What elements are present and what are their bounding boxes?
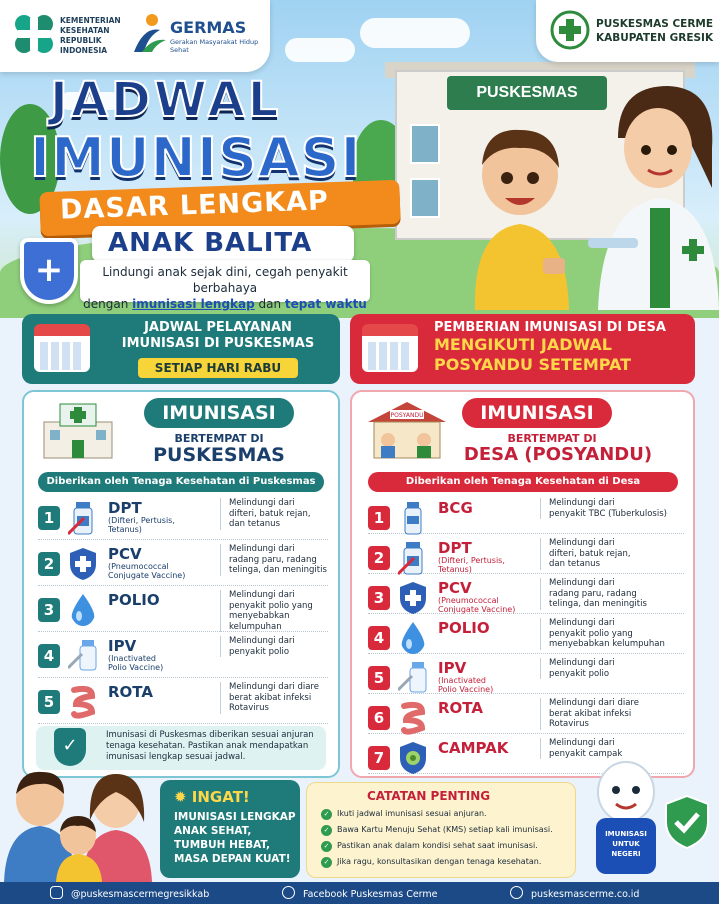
vaccine-name: POLIO — [108, 591, 160, 609]
puskesmas-note: Imunisasi di Puskesmas diberikan sesuai anjuran tenaga kesehatan. Pastikan anak mendapatkan imunisasi lengkap sesuai jadwal. — [36, 726, 326, 770]
vaccine-row — [38, 588, 328, 632]
germas-subtitle: Gerakan Masyarakat Hidup Sehat — [170, 38, 259, 54]
vaccine-name: PCV — [438, 579, 472, 597]
instagram-icon — [50, 886, 63, 899]
vaccine-description: Melindungi dari penyakit polio — [220, 636, 328, 657]
svg-text:POSYANDU: POSYANDU — [390, 412, 424, 419]
panel-left-location: PUSKESMAS — [153, 444, 285, 466]
vaccine-name: BCG — [438, 499, 473, 517]
schedule-right-line-2: MENGIKUTI JADWAL — [434, 335, 612, 354]
shield-check-icon — [664, 794, 710, 850]
panel-right-sub: BERTEMPAT DI — [507, 432, 597, 445]
vaccine-row — [38, 680, 328, 724]
vaccine-description: Melindungi dari penyakit polio yang menyebabkan kelumpuhan — [540, 618, 684, 650]
panel-right-band: Diberikan oleh Tenaga Kesehatan di Desa — [368, 472, 678, 492]
pill-imunisasi-left: IMUNISASI — [144, 398, 294, 428]
vaccine-fullname: (Pneumococcal Conjugate Vaccine) — [438, 596, 516, 614]
svg-text:UNTUK: UNTUK — [612, 840, 640, 848]
building-window — [410, 178, 440, 218]
cloud — [360, 18, 470, 48]
vaccine-name: POLIO — [438, 619, 490, 637]
intestine-icon — [68, 684, 98, 720]
vaccine-description: Melindungi dari diare berat akibat infeksi Rotavirus — [540, 698, 684, 730]
footer — [0, 882, 719, 904]
vaccine-row — [38, 496, 328, 540]
catatan-item: ✓ Jika ragu, konsultasikan dengan tenaga kesehatan. — [321, 857, 541, 867]
footer-instagram[interactable]: @puskesmascermegresikkab — [50, 886, 209, 900]
schedule-left-line-1: JADWAL PELAYANAN — [144, 320, 292, 335]
title-line-1: JADWAL — [50, 72, 282, 128]
vaccine-description: Melindungi dari radang paru, radang telinga, dan meningitis — [540, 578, 684, 610]
vaccine-description: Melindungi dari radang paru, radang telinga, dan meningitis — [220, 544, 328, 576]
panel-right-location: DESA (POSYANDU) — [463, 444, 653, 465]
shield-check-icon: ✓ — [54, 728, 86, 766]
tagline-line-2: dengan imunisasi lengkap dan tepat waktu — [83, 297, 367, 311]
title-line-3: DASAR LENGKAP — [59, 185, 330, 226]
vaccine-fullname: (Inactivated Polio Vaccine) — [438, 676, 494, 694]
check-icon: ✓ — [321, 809, 332, 820]
panel-puskesmas — [22, 390, 340, 778]
vaccine-row — [368, 576, 684, 614]
svg-text:IMUNISASI: IMUNISASI — [605, 830, 647, 838]
catatan-item: ✓ Ikuti jadwal imunisasi sesuai anjuran. — [321, 809, 487, 819]
title-line-4: ANAK BALITA — [108, 228, 313, 258]
syringe-vial-icon — [68, 638, 98, 674]
vaccine-number: 3 — [38, 598, 60, 622]
puskesmas-logo-icon — [550, 10, 590, 50]
vaccine-number: 3 — [368, 586, 390, 610]
vaccine-row — [368, 496, 684, 534]
drop-icon — [68, 592, 98, 628]
intestine-icon — [398, 700, 428, 736]
vaccine-number: 1 — [368, 506, 390, 530]
child-illustration — [465, 120, 575, 310]
germas-title: GERMAS — [170, 18, 247, 37]
ministry-name: KEMENTERIAN KESEHATAN REPUBLIK INDONESIA — [60, 16, 121, 55]
building-window — [410, 124, 440, 164]
tagline-line-1: Lindungi anak sejak dini, cegah penyakit berbahaya — [102, 265, 348, 295]
vaccine-description: Melindungi dari penyakit polio — [540, 658, 684, 679]
vaccine-number: 5 — [38, 690, 60, 714]
vaccine-description: Melindungi dari penyakit polio yang menyebabkan kelumpuhan — [220, 590, 328, 632]
vaccine-name: ROTA — [438, 699, 483, 717]
footer-website[interactable]: puskesmascerme.co.id — [510, 886, 639, 900]
puskesmas-name: PUSKESMAS CERME KABUPATEN GRESIK — [596, 18, 714, 44]
vaccine-mascot-illustration — [586, 760, 676, 882]
check-icon: ✓ — [321, 857, 332, 868]
vaccine-fullname: (Difteri, Pertusis, Tetanus) — [438, 556, 505, 574]
vaccine-row — [368, 656, 684, 694]
building-sign — [447, 76, 607, 110]
tagline — [80, 260, 370, 311]
drop-icon — [398, 620, 428, 656]
vaccine-name: CAMPAK — [438, 739, 509, 757]
vaccine-name: DPT — [438, 539, 472, 557]
vaccine-fullname: (Inactivated Polio Vaccine) — [108, 654, 164, 672]
panel-posyandu — [350, 390, 695, 778]
ingat-card — [160, 780, 300, 878]
vaccine-vial-icon — [68, 500, 98, 536]
vaccine-number: 5 — [368, 666, 390, 690]
vaccine-description: Melindungi dari penyakit TBC (Tuberkulosis) — [540, 498, 684, 519]
vaccine-fullname: (Difteri, Pertusis, Tetanus) — [108, 516, 175, 534]
vaccine-row — [38, 542, 328, 586]
shield-cross-icon: + — [20, 238, 78, 304]
schedule-card-desa — [350, 314, 695, 384]
vaccine-description: Melindungi dari diare berat akibat infeksi Rotavirus — [220, 682, 328, 714]
title-line-2: IMUNISASI — [30, 126, 362, 189]
schedule-right-line-3: POSYANDU SETEMPAT — [434, 355, 632, 374]
svg-text:NEGERI: NEGERI — [611, 850, 641, 858]
vaccine-fullname: (Pneumococcal Conjugate Vaccine) — [108, 562, 186, 580]
schedule-card-puskesmas — [22, 314, 340, 384]
nurse-illustration — [588, 78, 719, 310]
hospital-icon — [38, 400, 118, 460]
building-sign-text: PUSKESMAS — [476, 84, 578, 101]
schedule-day-badge: SETIAP HARI RABU — [138, 358, 298, 378]
catatan-penting — [306, 782, 576, 878]
syringe-vial-icon — [398, 660, 428, 696]
pill-imunisasi-right: IMUNISASI — [462, 398, 612, 428]
posyandu-icon — [364, 398, 450, 460]
vaccine-number: 4 — [368, 626, 390, 650]
check-icon: ✓ — [321, 841, 332, 852]
vaccine-description: Melindungi dari difteri, batuk rejan, dan tetanus — [540, 538, 684, 570]
vaccine-number: 7 — [368, 746, 390, 770]
ingat-title: INGAT! — [191, 788, 250, 806]
lightbulb-icon: ✹ — [174, 788, 192, 806]
footer-facebook[interactable]: Facebook Puskesmas Cerme — [282, 886, 438, 900]
vaccine-name: IPV — [438, 659, 467, 677]
vaccine-name: PCV — [108, 545, 142, 563]
globe-icon — [510, 886, 523, 899]
kemenkes-logo-icon — [12, 12, 56, 56]
calendar-icon — [34, 324, 90, 372]
family-illustration — [0, 760, 160, 882]
catatan-title: CATATAN PENTING — [367, 789, 491, 803]
vaccine-row — [368, 616, 684, 654]
ingat-body: IMUNISASI LENGKAP ANAK SEHAT, TUMBUH HEBAT, MASA DEPAN KUAT! — [174, 811, 296, 865]
vaccine-row — [368, 536, 684, 574]
schedule-left-line-2: IMUNISASI DI PUSKESMAS — [121, 336, 315, 351]
vaccine-number: 4 — [38, 644, 60, 668]
shield-cross-icon — [398, 580, 428, 616]
vaccine-description: Melindungi dari penyakit campak — [540, 738, 684, 759]
vaccine-name: ROTA — [108, 683, 153, 701]
vaccine-vial-icon — [398, 500, 428, 536]
panel-left-sub: BERTEMPAT DI — [174, 432, 264, 445]
facebook-icon — [282, 886, 295, 899]
shield-virus-icon — [398, 740, 428, 776]
catatan-item: ✓ Bawa Kartu Menuju Sehat (KMS) setiap kali imunisasi. — [321, 825, 553, 835]
schedule-right-line-1: PEMBERIAN IMUNISASI DI DESA — [434, 320, 666, 335]
vaccine-number: 2 — [38, 552, 60, 576]
cloud — [285, 38, 355, 62]
vaccine-name: IPV — [108, 637, 137, 655]
vaccine-description: Melindungi dari difteri, batuk rejan, dan tetanus — [220, 498, 328, 530]
calendar-check-icon — [362, 324, 418, 372]
vaccine-vial-icon — [398, 540, 428, 576]
vaccine-number: 6 — [368, 706, 390, 730]
catatan-item: ✓ Pastikan anak dalam kondisi sehat saat imunisasi. — [321, 841, 538, 851]
vaccine-row — [38, 634, 328, 678]
vaccine-number: 2 — [368, 546, 390, 570]
shield-cross-icon — [68, 546, 98, 582]
panel-left-band: Diberikan oleh Tenaga Kesehatan di Puskesmas — [38, 472, 324, 492]
vaccine-name: DPT — [108, 499, 142, 517]
vaccine-row — [368, 696, 684, 734]
germas-logo-icon — [130, 12, 168, 56]
vaccine-number: 1 — [38, 506, 60, 530]
check-icon: ✓ — [321, 825, 332, 836]
